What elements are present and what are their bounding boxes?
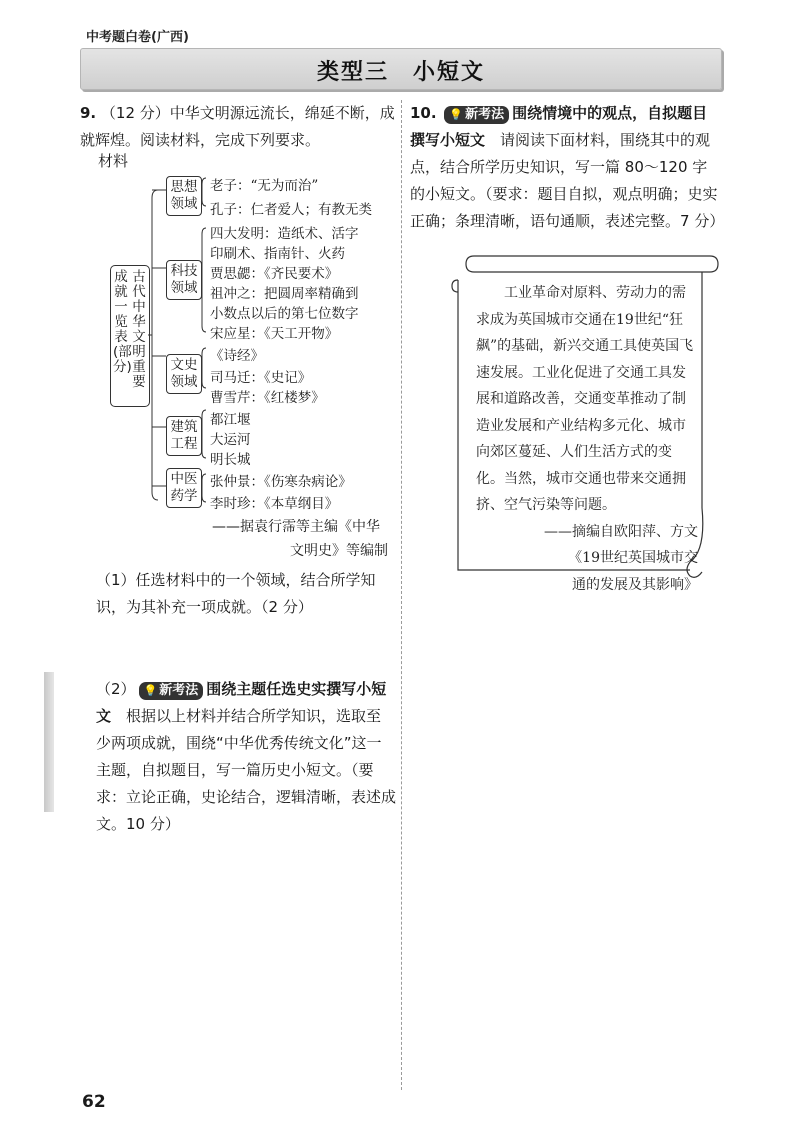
category-architecture-l2: 工程 [170, 436, 198, 452]
item: 张仲景：《伤寒杂病论》 [210, 474, 352, 490]
question-9-part-2-prefix: （2） [96, 680, 136, 698]
question-9-part-2-heading: 围绕主题任选史实撰写小短文 [96, 680, 387, 725]
diagram-source-line1: ——据袁行霈等主编《中华 [212, 519, 380, 535]
category-architecture-l1: 建筑 [170, 419, 198, 435]
question-9-part-2 [96, 676, 396, 838]
category-literature-l2: 领域 [170, 374, 198, 390]
category-thought-l1: 思想 [170, 179, 198, 195]
question-9-part-2-text: 根据以上材料并结合所学知识，选取至少两项成就，围绕“中华优秀传统文化”这一主题，自拟题目，写一篇历史小短文。（要求：立论正确，史论结合，逻辑清晰，表述成文。10 分） [96, 707, 397, 833]
passage-text: 工业革命对原料、劳动力的需求成为英国城市交通在19世纪“狂飙”的基础，新兴交通工具使英国飞速发展。工业化促进了交通工具发展和道路改善，交通变革推动了制造业发展和产业结构多元化、城市向郊区蔓延、人们生活方式的变化。当然，城市交通也带来交通拥挤、空气污染等问题。 [476, 285, 694, 513]
item: 《诗经》 [210, 348, 264, 364]
diagram-root-line2: 成就一览表(部分) [113, 269, 132, 375]
book-header: 中考题白卷(广西) [86, 30, 189, 45]
category-architecture [166, 416, 202, 456]
column-divider [401, 100, 402, 1090]
item: 宋应星：《天工开物》 [210, 326, 339, 342]
category-literature-l1: 文史 [170, 357, 198, 373]
lightbulb-icon: 💡 [449, 108, 464, 121]
item: 贾思勰：《齐民要术》 [210, 266, 339, 282]
passage-source-2: 《19世纪英国城市交 [568, 550, 698, 566]
question-9-part-1: （1）任选材料中的一个领域，结合所学知识，为其补充一项成就。（2 分） [96, 571, 376, 616]
category-thought-l2: 领域 [170, 196, 198, 212]
passage-source-1: ——摘编自欧阳萍、方文 [544, 523, 698, 540]
item: 印刷术、指南针、火药 [210, 246, 345, 262]
category-science-l2: 领域 [170, 280, 198, 296]
category-science [166, 260, 202, 300]
new-method-tag [444, 106, 509, 124]
item: 明长城 [210, 452, 251, 468]
section-banner [80, 48, 722, 90]
material-label: 材料 [98, 152, 129, 170]
diagram-root-line1: 古代中华文明重要 [132, 269, 146, 390]
item: 大运河 [210, 432, 251, 448]
question-10-heading: 围绕情境中的观点，自拟题目撰写小短文 [410, 104, 708, 149]
thumb-index-tab [44, 672, 54, 812]
scroll-passage [476, 280, 698, 598]
question-9-intro [80, 100, 396, 154]
diagram-source-line2: 文明史》等编制 [290, 543, 388, 559]
section-title: 类型三 小短文 [316, 60, 485, 85]
item: 曹雪芹：《红楼梦》 [210, 390, 325, 406]
item: 司马迁：《史记》 [210, 370, 312, 386]
item: 老子：“无为而治” [210, 178, 319, 194]
category-thought [166, 176, 202, 216]
question-10-number: 10. [410, 104, 437, 122]
category-literature [166, 354, 202, 394]
item: 李时珍：《本草纲目》 [210, 496, 339, 512]
item: 祖冲之：把圆周率精确到 [210, 286, 359, 302]
new-method-tag-label: 新考法 [465, 107, 505, 122]
question-10-text: 请阅读下面材料，围绕其中的观点，结合所学历史知识，写一篇 80～120 字的小短文。（要求：题目自拟，观点明确；史实正确；条理清晰，语句通顺，表述完整。7 分） [410, 131, 725, 230]
item: 都江堰 [210, 412, 251, 428]
diagram-root-box [110, 265, 150, 407]
page-number: 62 [82, 1092, 106, 1112]
new-method-tag-label: 新考法 [159, 683, 199, 698]
achievements-diagram [100, 170, 400, 520]
question-10 [410, 100, 725, 235]
category-medicine-l2: 药学 [170, 488, 198, 504]
category-science-l1: 科技 [170, 263, 198, 279]
question-9-text: （12 分）中华文明源远流长，绵延不断，成就辉煌。阅读材料，完成下列要求。 [80, 104, 395, 149]
item: 小数点以后的第七位数字 [210, 306, 359, 322]
new-method-tag [139, 682, 204, 700]
lightbulb-icon: 💡 [143, 684, 158, 697]
item: 四大发明：造纸术、活字 [210, 226, 359, 242]
passage-source-3: 通的发展及其影响》 [572, 576, 698, 593]
question-9-number: 9. [80, 104, 97, 122]
category-medicine [166, 468, 202, 508]
item: 孔子：仁者爱人；有教无类 [210, 202, 372, 218]
category-medicine-l1: 中医 [170, 471, 198, 487]
